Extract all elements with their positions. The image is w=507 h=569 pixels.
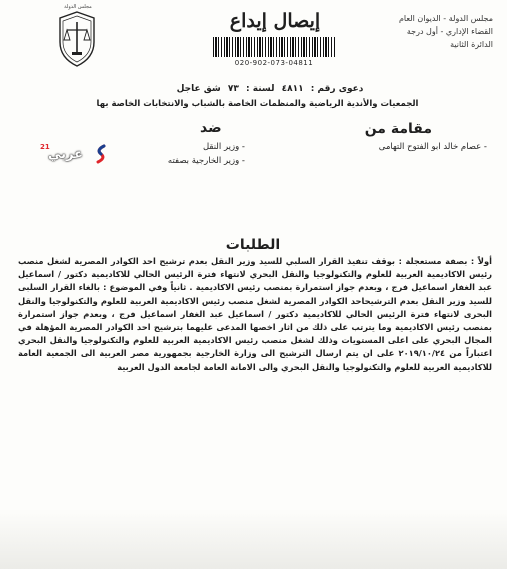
court-line-3: الدائرة الثانية	[450, 40, 493, 49]
brand-number: 21	[40, 143, 50, 151]
case-year: ٧٣	[227, 84, 239, 94]
urgency-label: شق عاجل	[176, 84, 221, 94]
defendants-list	[150, 140, 245, 168]
barcode-number: 020-902-073-04811	[234, 59, 314, 67]
defendant-2: - وزير الخارجية بصفته	[167, 156, 245, 166]
requests-heading: الطلبات	[225, 237, 281, 253]
requests-text: أولاً : بصفة مستعجلة : بوقف تنفيذ القرار السلبي للسيد وزير النقل بعدم ترشيح احد الكوادر المصرية لشغل منصب رئيس الاكاديمية العربية للعلوم والتكنولوجيا والنقل البحري لانتهاء فترة الرئيس الحالي للاكاديمية دكتور / اسماعيل عبد الغفار اسماعيل فرج ، وبعدم جواز استمرارة بمنصب رئيس الاكاديمية . ثانياً وفي الموضوع : بالغاء القرار السلبى للسيد وزير النقل بعدم الترشيحاحد الكوادر المصرية لشغل منصب رئيس الاكاديمية العربية للعلوم والتكنولوجيا والنقل البحرى لانتهاء فترة الرئيس الحالي للاكاديمية دكتور / اسماعيل عبد الغفار اسماعيل فرج ، وبعدم جواز استمرارة بمنصب رئيس الاكاديمية وما يترتب على ذلك من اثار اخصها المدعى عليهما بترشيح احد الكوادر المصرية المؤهلة في المجال البحري على اعلى المستويات وذلك لشغل منصب رئيس الاكاديمية العربية للعلوم والتكنولوجيا والنقل البحري اعتباراً من ٢٠١٩/١٠/٢٤ على ان يتم ارسال الترشيح الى وزارة الخارجية بجمهورية مصر العربية الى الجمعية العامة للاكاديمية العربية للعلوم والتكنولوجيا والنقل البحري والى الامانة العامة لجامعة الدول العربية	[18, 256, 493, 372]
barcode	[213, 37, 335, 57]
court-header	[383, 12, 493, 51]
plaintiff-heading: مقامة من	[364, 121, 432, 137]
case-number: ٤٨١١	[281, 84, 304, 94]
court-line-1: مجلس الدولة - الديوان العام	[398, 14, 493, 23]
plaintiff-name: - عصام خالد ابو الفتوح التهامى	[378, 142, 487, 152]
logo-caption: مجلس الدولة	[64, 4, 92, 10]
brand-text: عربي	[48, 147, 84, 162]
document-title: إيصال إيداع	[229, 10, 321, 32]
case-label: دعوى رقم :	[310, 84, 364, 94]
paper-shadow	[0, 509, 507, 569]
case-number-line	[150, 84, 390, 94]
case-subject: الجمعيات والأندية الرياضية والمنظمات الخاصة بالشباب والانتخابات الخاصة بها	[96, 99, 419, 109]
defendant-1: - وزير النقل	[203, 142, 245, 152]
arabi21-logo-icon	[94, 144, 108, 164]
requests-body	[18, 255, 492, 374]
year-label: لسنة :	[246, 84, 275, 94]
court-line-2: القضاء الإداري - أول درجة	[406, 27, 493, 36]
council-seal-logo	[56, 8, 98, 70]
defendant-heading: ضد	[200, 120, 222, 136]
